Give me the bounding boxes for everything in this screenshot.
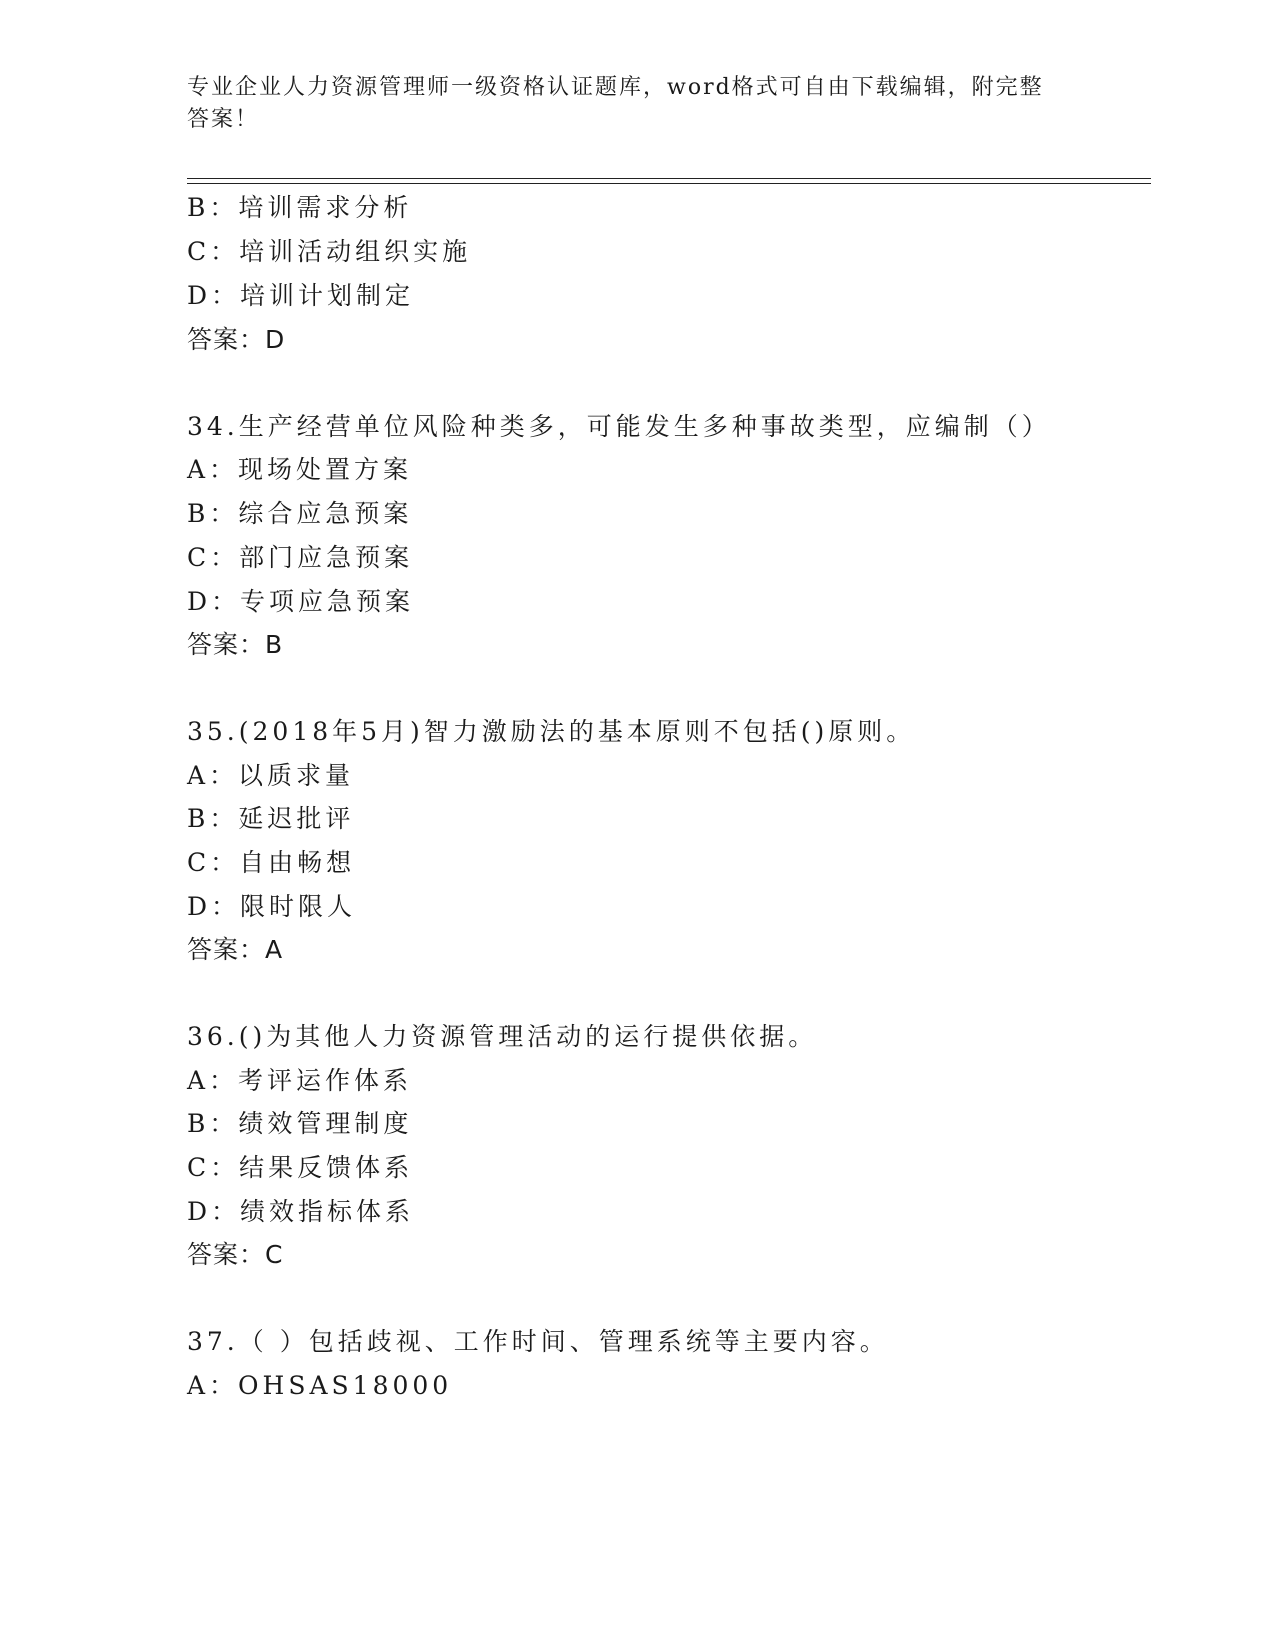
q33-option-d: D：培训计划制定 (187, 281, 415, 310)
q34-option-b: B：综合应急预案 (187, 499, 413, 528)
q36-option-b: B：绩效管理制度 (187, 1109, 413, 1138)
q34-stem: 34.生产经营单位风险种类多，可能发生多种事故类型，应编制（） (187, 412, 1051, 441)
q35-option-c: C：自由畅想 (187, 848, 356, 877)
header-line-1: 专业企业人力资源管理师一级资格认证题库，word格式可自由下载编辑，附完整 (187, 75, 1044, 100)
q36-option-a: A：考评运作体系 (187, 1066, 413, 1095)
q33-option-b: B：培训需求分析 (187, 193, 413, 222)
q35-option-a: A：以质求量 (187, 761, 355, 790)
q34-option-a: A：现场处置方案 (187, 455, 413, 484)
q35-option-b: B：延迟批评 (187, 804, 355, 833)
q34-option-c: C：部门应急预案 (187, 543, 414, 572)
q34-option-d: D：专项应急预案 (187, 587, 415, 616)
document-header (187, 72, 1067, 136)
q36-stem: 36.()为其他人力资源管理活动的运行提供依据。 (187, 1022, 818, 1051)
q37-option-a: A：OHSAS18000 (187, 1371, 453, 1400)
q36-option-d: D：绩效指标体系 (187, 1197, 415, 1226)
q37-stem: 37.（ ）包括歧视、工作时间、管理系统等主要内容。 (187, 1327, 889, 1356)
q35-answer: 答案：A (187, 935, 284, 964)
q36-answer: 答案：C (187, 1240, 284, 1269)
q34-answer: 答案：B (187, 630, 284, 659)
header-divider-bottom (187, 183, 1151, 184)
header-divider-top (187, 178, 1151, 179)
q36-option-c: C：结果反馈体系 (187, 1153, 414, 1182)
q33-answer: 答案：D (187, 325, 286, 354)
header-line-2: 答案！ (187, 107, 260, 132)
q35-option-d: D：限时限人 (187, 892, 357, 921)
q35-stem: 35.(2018年5月)智力激励法的基本原则不包括()原则。 (187, 717, 916, 746)
q33-option-c: C：培训活动组织实施 (187, 237, 472, 266)
